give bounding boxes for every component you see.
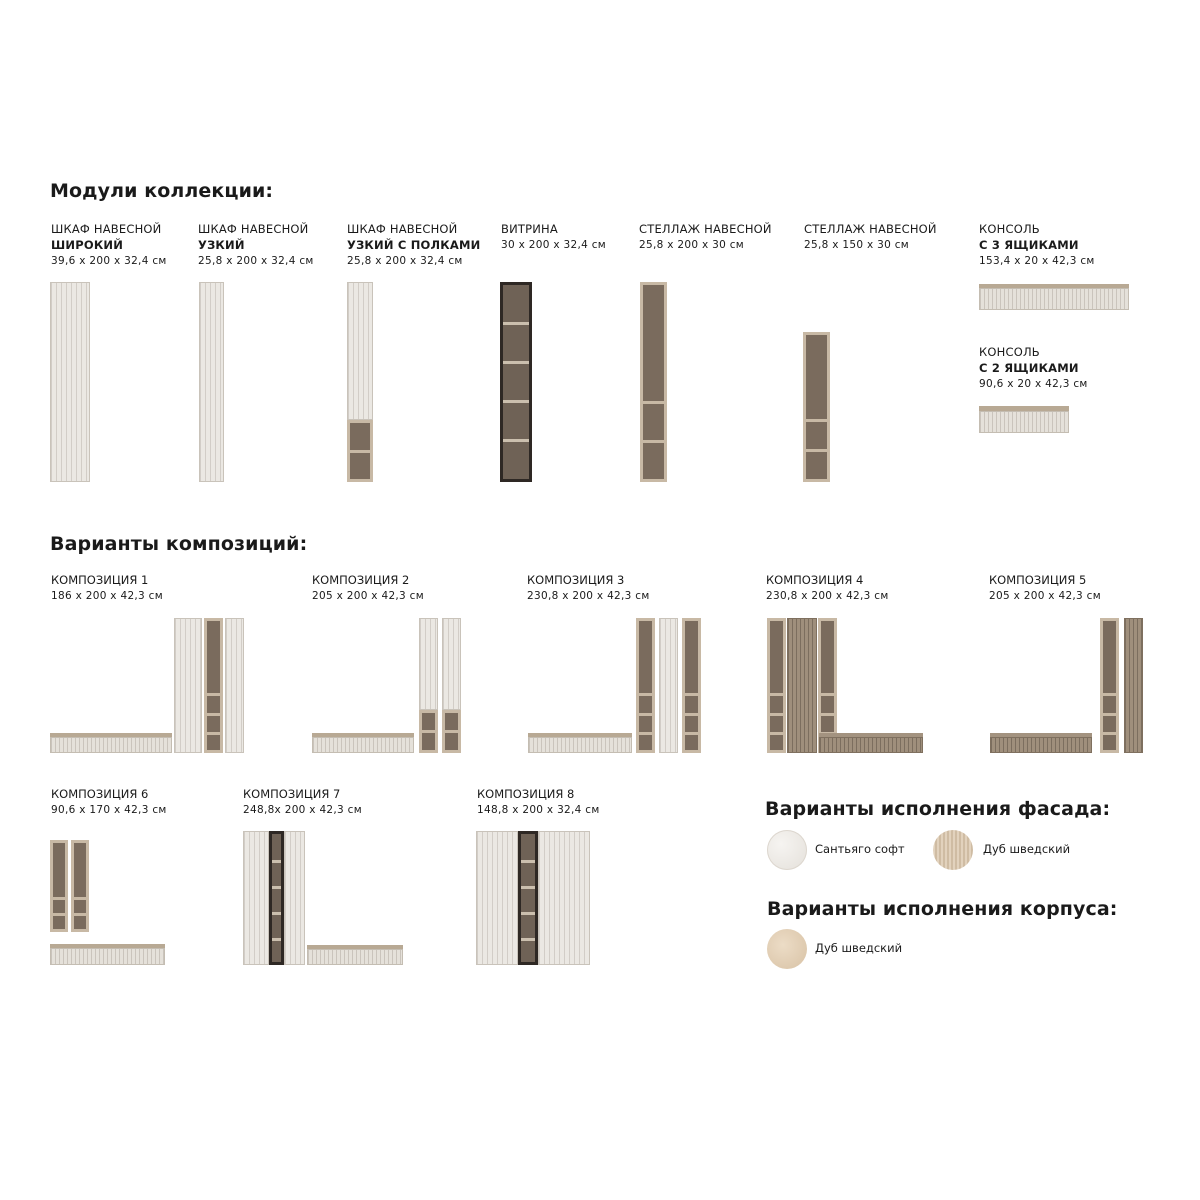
module-label-vitrine: ВИТРИНА 30 х 200 х 32,4 см [501,222,606,251]
module-label-console-2: КОНСОЛЬ С 2 ЯЩИКАМИ 90,6 х 20 х 42,3 см [979,345,1088,390]
composition-5-drawing [990,618,1150,753]
composition-1-drawing [50,618,245,753]
swedish-oak-facade-label: Дуб шведский [983,842,1071,856]
rack-150-drawing [803,332,830,482]
facade-section-title: Варианты исполнения фасада: [765,798,1111,820]
module-label-wide-cabinet: ШКАФ НАВЕСНОЙ ШИРОКИЙ 39,6 х 200 х 32,4 см [51,222,167,267]
module-label-rack-200: СТЕЛЛАЖ НАВЕСНОЙ 25,8 х 200 х 30 см [639,222,772,251]
santiago-soft-swatch[interactable] [767,830,807,870]
vitrine-drawing [500,282,532,482]
composition-7-drawing [243,831,413,968]
wide-cabinet-drawing [50,282,90,482]
composition-2-drawing [312,618,462,753]
composition-8-drawing [476,831,591,968]
narrow-cabinet-drawing [199,282,224,482]
composition-2-label: КОМПОЗИЦИЯ 2 205 х 200 х 42,3 см [312,573,424,602]
module-label-narrow-cabinet: ШКАФ НАВЕСНОЙ УЗКИЙ 25,8 х 200 х 32,4 см [198,222,314,267]
swedish-oak-body-swatch[interactable] [767,929,807,969]
composition-5-label: КОМПОЗИЦИЯ 5 205 х 200 х 42,3 см [989,573,1101,602]
composition-3-drawing [528,618,703,753]
santiago-soft-label: Сантьяго софт [815,842,905,856]
composition-6-label: КОМПОЗИЦИЯ 6 90,6 х 170 х 42,3 см [51,787,167,816]
composition-8-label: КОМПОЗИЦИЯ 8 148,8 х 200 х 32,4 см [477,787,600,816]
modules-section-title: Модули коллекции: [50,180,274,202]
module-label-console-3: КОНСОЛЬ С 3 ЯЩИКАМИ 153,4 х 20 х 42,3 см [979,222,1095,267]
console-2-drawing [979,406,1069,433]
console-3-drawing [979,284,1129,310]
composition-1-label: КОМПОЗИЦИЯ 1 186 х 200 х 42,3 см [51,573,163,602]
rack-200-drawing [640,282,667,482]
composition-6-drawing [50,840,170,968]
body-section-title: Варианты исполнения корпуса: [767,898,1118,920]
module-label-narrow-cabinet-shelves: ШКАФ НАВЕСНОЙ УЗКИЙ С ПОЛКАМИ 25,8 х 200 х 32,4 см [347,222,481,267]
swedish-oak-facade-swatch[interactable] [933,830,973,870]
narrow-cabinet-shelves-drawing [347,282,373,482]
composition-3-label: КОМПОЗИЦИЯ 3 230,8 х 200 х 42,3 см [527,573,650,602]
compositions-section-title: Варианты композиций: [50,533,308,555]
composition-4-drawing [767,618,927,753]
composition-7-label: КОМПОЗИЦИЯ 7 248,8х 200 х 42,3 см [243,787,362,816]
swedish-oak-body-label: Дуб шведский [815,941,903,955]
module-label-rack-150: СТЕЛЛАЖ НАВЕСНОЙ 25,8 х 150 х 30 см [804,222,937,251]
composition-4-label: КОМПОЗИЦИЯ 4 230,8 х 200 х 42,3 см [766,573,889,602]
